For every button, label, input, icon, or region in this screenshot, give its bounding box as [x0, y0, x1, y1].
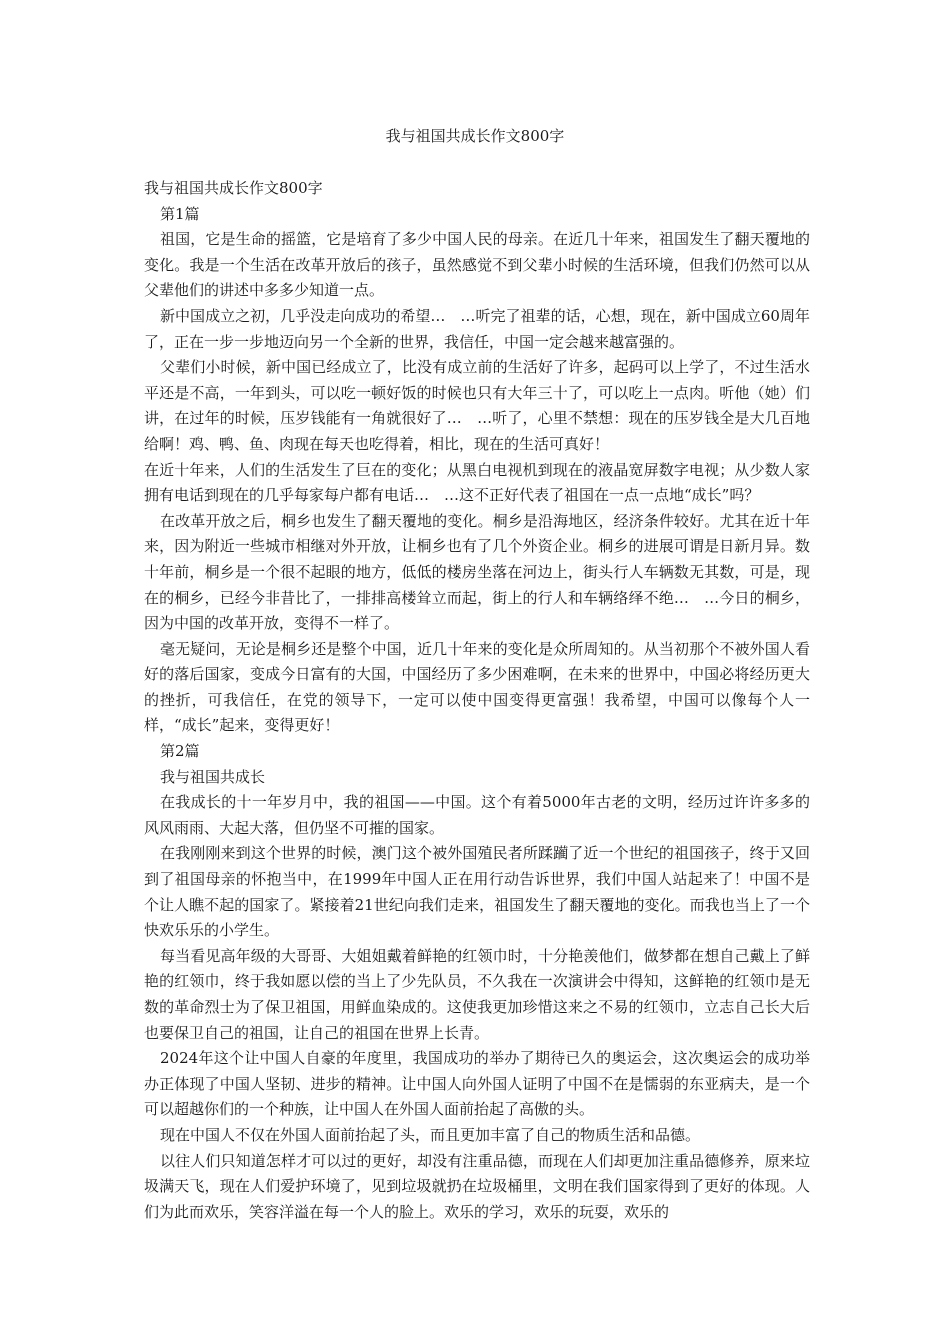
section-2-label: 第2篇	[160, 742, 200, 761]
paragraph: 新中国成立之初，几乎没走向成功的希望… …听完了祖辈的话，心想，现在，新中国成立60周年了，正在一步一步地迈向另一个全新的世界，我信任，中国一定会越来越富强的。	[144, 306, 810, 351]
document-subtitle: 我与祖国共成长作文800字	[144, 179, 323, 197]
section-2-title: 我与祖国共成长	[160, 767, 266, 786]
paragraph: 现在中国人不仅在外国人面前抬起了头，而且更加丰富了自己的物质生活和品德。	[160, 1125, 701, 1144]
paragraph: 以往人们只知道怎样才可以过的更好，却没有注重品德，而现在人们却更加注重品德修养，原来垃圾满天飞，现在人们爱护环境了，见到垃圾就扔在垃圾桶里，文明在我们国家得到了更好的体现。人们为此而欢乐，笑容洋溢在每一个人的脸上。欢乐的学习，欢乐的玩耍，欢乐的	[144, 1151, 810, 1221]
paragraph: 在我刚刚来到这个世界的时候，澳门这个被外国殖民者所蹂躏了近一个世纪的祖国孩子，终于又回到了祖国母亲的怀抱当中，在1999年中国人正在用行动告诉世界，我们中国人站起来了！中国不是个让人瞧不起的国家了。紧接着21世纪向我们走来，祖国发生了翻天覆地的变化。而我也当上了一个快欢乐乐的小学生。	[144, 844, 810, 940]
paragraph: 在我成长的十一年岁月中，我的祖国——中国。这个有着5000年古老的文明，经历过许许多多的风风雨雨、大起大落，但仍坚不可摧的国家。	[144, 793, 810, 837]
paragraph: 每当看见高年级的大哥哥、大姐姐戴着鲜艳的红领巾时，十分艳羡他们，做梦都在想自己戴上了鲜艳的红领巾，终于我如愿以偿的当上了少先队员，不久我在一次演讲会中得知，这鲜艳的红领巾是无数的革命烈士为了保卫祖国，用鲜血染成的。这使我更加珍惜这来之不易的红领巾，立志自己长大后也要保卫自己的祖国，让自己的祖国在世界上长青。	[144, 946, 810, 1042]
paragraph: 父辈们小时候，新中国已经成立了，比没有成立前的生活好了许多，起码可以上学了，不过生活水平还是不高，一年到头，可以吃一顿好饭的时候也只有大年三十了，可以吃上一点肉。听他（她）们讲，在过年的时候，压岁钱能有一角就很好了… …听了，心里不禁想：现在的压岁钱全是大几百地给啊！鸡、鸭、鱼、肉现在每天也吃得着，相比，现在的生活可真好！	[144, 358, 810, 453]
paragraph: 在改革开放之后，桐乡也发生了翻天覆地的变化。桐乡是沿海地区，经济条件较好。尤其在近十年来，因为附近一些城市相继对外开放，让桐乡也有了几个外资企业。桐乡的进展可谓是日新月异。数十年前，桐乡是一个很不起眼的地方，低低的楼房坐落在河边上，街头行人车辆数无其数，可是，现在的桐乡，已经今非昔比了，一排排高楼耸立而起，街上的行人和车辆络绎不绝… …今日的桐乡，因为中国的改革开放，变得不一样了。	[144, 511, 810, 633]
paragraph: 祖国，它是生命的摇篮，它是培育了多少中国人民的母亲。在近几十年来，祖国发生了翻天覆地的变化。我是一个生活在改革开放后的孩子，虽然感觉不到父辈小时候的生活环境，但我们仍然可以从父辈他们的讲述中多多少知道一点。	[144, 230, 810, 300]
paragraph: 2024年这个让中国人自豪的年度里，我国成功的举办了期待已久的奥运会，这次奥运会的成功举办正体现了中国人坚韧、进步的精神。让中国人向外国人证明了中国不在是懦弱的东亚病夫，是一个可以超越你们的一个种族，让中国人在外国人面前抬起了高傲的头。	[144, 1049, 810, 1119]
document-title: 我与祖国共成长作文800字	[385, 127, 565, 145]
section-1-label: 第1篇	[160, 204, 200, 223]
paragraph: 毫无疑问，无论是桐乡还是整个中国，近几十年来的变化是众所周知的。从当初那个不被外国人看好的落后国家，变成今日富有的大国，中国经历了多少困难啊，在未来的世界中，中国必将经历更大的挫折，可我信任，在党的领导下，一定可以使中国变得更富强！我希望，中国可以像每个人一样，“成长”起来，变得更好！	[144, 639, 810, 735]
paragraph: 在近十年来，人们的生活发生了巨在的变化；从黑白电视机到现在的液晶宽屏数字电视；从少数人家拥有电话到现在的几乎每家每户都有电话… …这不正好代表了祖国在一点一点地“成长”吗？	[144, 460, 810, 505]
document-body	[144, 176, 810, 1225]
